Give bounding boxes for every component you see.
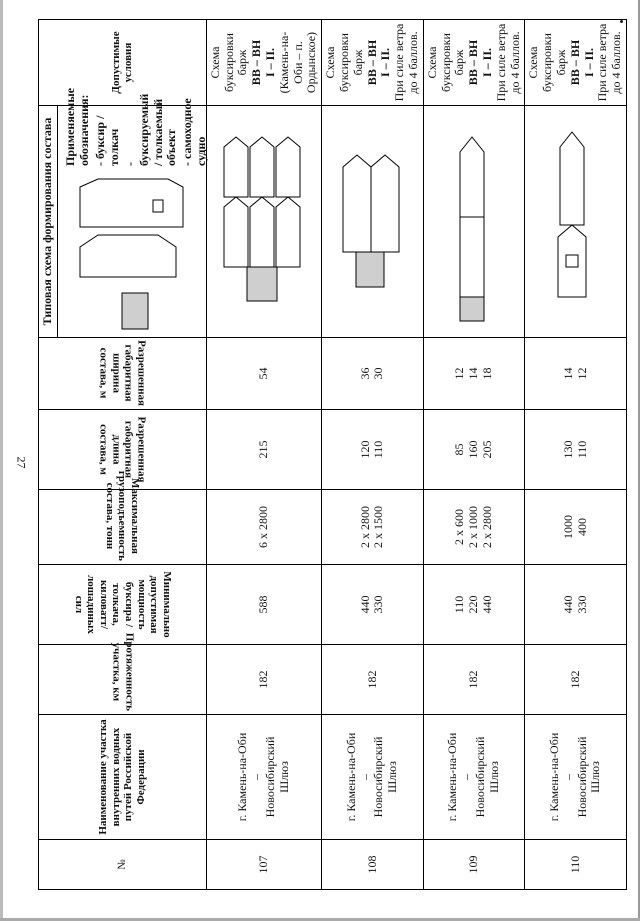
row-allowed-length: 120 110: [322, 410, 424, 490]
row-scheme-diagram: [206, 106, 321, 338]
header-conditions: Допустимые условия: [39, 20, 207, 106]
row-section: г. Камень-на-Оби – Новосибирский Шлюз: [322, 715, 424, 840]
row-length: 182: [322, 645, 424, 715]
row-length: 182: [423, 645, 525, 715]
tug-legend-icon: [122, 293, 148, 329]
row-capacity: 2 x 600 2 x 1000 2 x 2800: [423, 490, 525, 565]
row-allowed-width: 12 14 18: [423, 338, 525, 410]
legend-item-vessel: - самоходное судно: [180, 98, 208, 166]
header-length: Протяженность участка, км: [39, 645, 207, 715]
row-section: г. Камень-на-Оби – Новосибирский Шлюз: [206, 715, 321, 840]
row-length: 182: [206, 645, 321, 715]
scheme-title: Типовая схема формирования состава: [39, 106, 58, 337]
page-number: 27: [14, 456, 29, 469]
row-power: 588: [206, 565, 321, 645]
row-scheme-diagram: [322, 106, 424, 338]
row-length: 182: [525, 645, 627, 715]
row-num: 109: [423, 840, 525, 890]
table-row: [423, 20, 525, 890]
table-row: [322, 20, 424, 890]
header-capacity: Максимальная грузоподъемность состава, тонн: [39, 490, 207, 565]
header-num: №: [39, 840, 207, 890]
row-section: г. Камень-на-Оби – Новосибирский Шлюз: [525, 715, 627, 840]
barge-legend-icon: [80, 235, 176, 277]
row-conditions: Схема буксировки барж ВВ – ВН I – II. (Камень-на-Оби – п. Ордынское): [206, 20, 321, 106]
header-scheme: [39, 87, 208, 338]
row-conditions: Схема буксировки барж ВВ – ВН I – II. При силе ветра до 4 баллов.: [525, 20, 627, 106]
header-allowed-length: Разрешенная габаритная длина состава, м: [39, 410, 207, 490]
header-section: Наименование участка внутренних водных путей Российской Федерации: [39, 715, 207, 840]
row-section: г. Камень-на-Оби – Новосибирский Шлюз: [423, 715, 525, 840]
row-allowed-width: 36 30: [322, 338, 424, 410]
scan-edge-left: [0, 0, 3, 921]
rotated-table-container: [38, 20, 623, 890]
table-row: [206, 20, 321, 890]
header-power: Минимально допустимая мощность буксира / толкача, киловатт/лошадиных сил: [39, 565, 207, 645]
legend-title: Применяемые обозначения:: [62, 87, 91, 166]
row-num: 110: [525, 840, 627, 890]
row-capacity: 2 x 2800 2 x 1500: [322, 490, 424, 565]
row-allowed-length: 215: [206, 410, 321, 490]
table-header-row: [39, 20, 207, 890]
row-conditions: Схема буксировки барж ВВ – ВН I – II. При силе ветра до 4 баллов.: [322, 20, 424, 106]
row-scheme-diagram: [423, 106, 525, 338]
row-power: 440 330: [525, 565, 627, 645]
convoy-table: [38, 19, 627, 890]
row-capacity: 1000 400: [525, 490, 627, 565]
row-allowed-length: 85 160 205: [423, 410, 525, 490]
row-scheme-diagram: [525, 106, 627, 338]
row-allowed-width: 14 12: [525, 338, 627, 410]
table-row: [525, 20, 627, 890]
vessel-legend-icon: [80, 179, 183, 227]
row-allowed-width: 54: [206, 338, 321, 410]
legend-text: [58, 82, 206, 172]
header-allowed-width: Разрешенная габаритная ширина состава, м: [39, 338, 207, 410]
legend-item-barge: - буксируемый / толкаемый объект: [122, 93, 179, 166]
row-allowed-length: 130 110: [525, 410, 627, 490]
row-conditions: Схема буксировки барж ВВ – ВН I – II. При силе ветра до 4 баллов.: [423, 20, 525, 106]
row-capacity: 6 x 2800: [206, 490, 321, 565]
row-power: 440 330: [322, 565, 424, 645]
row-num: 107: [206, 840, 321, 890]
legend-item-tug: - буксир / толкач: [93, 115, 122, 166]
row-num: 108: [322, 840, 424, 890]
row-power: 110 220 440: [423, 565, 525, 645]
legend-icons: [58, 172, 206, 337]
